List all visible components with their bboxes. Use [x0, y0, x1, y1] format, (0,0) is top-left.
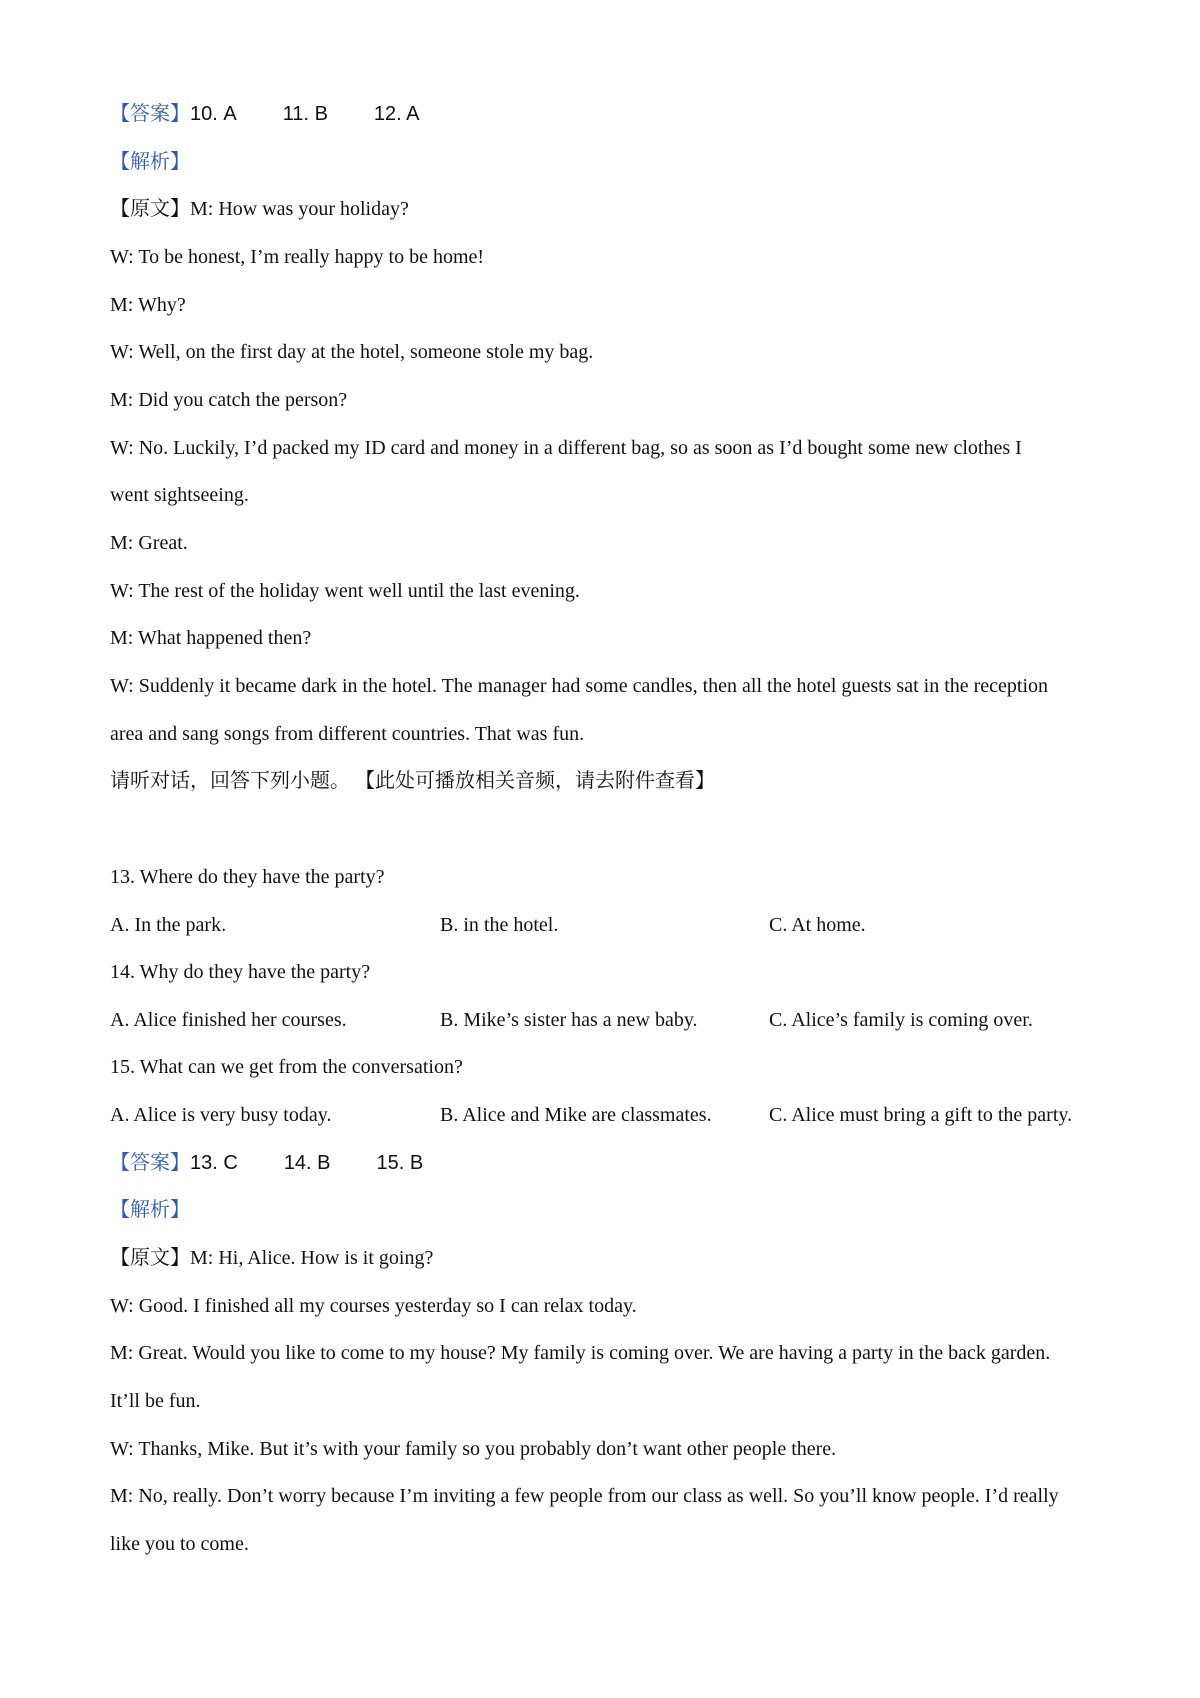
- transcript-line-2-1: W: Good. I finished all my courses yesterday so I can relax today.: [110, 1295, 637, 1317]
- transcript-line-2-3: It’ll be fun.: [110, 1390, 201, 1412]
- transcript-line-1-7: M: Great.: [110, 532, 188, 554]
- transcript-line-1-4: M: Did you catch the person?: [110, 389, 348, 411]
- transcript-line-1-11: area and sang songs from different countries. That was fun.: [110, 723, 585, 745]
- transcript-line-2-6: like you to come.: [110, 1533, 249, 1555]
- option-13a: A. In the park.: [110, 914, 227, 936]
- answer-line-2: [110, 1151, 423, 1175]
- option-13c: C. At home.: [769, 914, 866, 936]
- transcript-line-1-5: W: No. Luckily, I’d packed my ID card and money in a different bag, so as soon as I’d bought some new clothes I: [110, 437, 1022, 459]
- analysis-label-2: 【解析】: [110, 1199, 190, 1221]
- listening-instruction: 请听对话，回答下列小题。 【此处可播放相关音频，请去附件查看】: [110, 770, 715, 792]
- transcript-text: M: Hi, Alice. How is it going?: [190, 1247, 434, 1269]
- transcript-line-2-0: [110, 1246, 433, 1270]
- answer-14: 14. B: [283, 1152, 331, 1174]
- answer-13: 13. C: [190, 1152, 238, 1174]
- transcript-line-2-5: M: No, really. Don’t worry because I’m inviting a few people from our class as well. So you’ll know people. I’d really: [110, 1485, 1059, 1507]
- transcript-line-2-2: M: Great. Would you like to come to my house? My family is coming over. We are having a party in the back garden.: [110, 1342, 1051, 1364]
- option-14c: C. Alice’s family is coming over.: [769, 1009, 1033, 1031]
- transcript-line-1-8: W: The rest of the holiday went well until the last evening.: [110, 580, 580, 602]
- analysis-label-1: 【解析】: [110, 151, 190, 173]
- option-15c: C. Alice must bring a gift to the party.: [769, 1104, 1073, 1126]
- transcript-line-1-1: W: To be honest, I’m really happy to be home!: [110, 246, 485, 268]
- answer-label: 【答案】: [110, 103, 190, 125]
- option-15a: A. Alice is very busy today.: [110, 1104, 332, 1126]
- option-15b: B. Alice and Mike are classmates.: [440, 1104, 712, 1126]
- answer-line-1: [110, 102, 420, 126]
- transcript-text: M: How was your holiday?: [190, 198, 409, 220]
- answer-10: 10. A: [190, 103, 237, 125]
- question-15: 15. What can we get from the conversation?: [110, 1056, 463, 1078]
- answer-15: 15. B: [376, 1152, 424, 1174]
- transcript-label: 【原文】: [110, 1247, 190, 1269]
- question-13: 13. Where do they have the party?: [110, 866, 385, 888]
- transcript-line-1-10: W: Suddenly it became dark in the hotel. The manager had some candles, then all the hotel guests sat in the reception: [110, 675, 1049, 697]
- answer-11: 11. B: [282, 103, 328, 125]
- transcript-line-1-6: went sightseeing.: [110, 484, 249, 506]
- transcript-line-1-2: M: Why?: [110, 294, 186, 316]
- answer-label: 【答案】: [110, 1152, 190, 1174]
- transcript-line-2-4: W: Thanks, Mike. But it’s with your family so you probably don’t want other people there.: [110, 1438, 837, 1460]
- option-14a: A. Alice finished her courses.: [110, 1009, 347, 1031]
- option-13b: B. in the hotel.: [440, 914, 559, 936]
- transcript-line-1-3: W: Well, on the first day at the hotel, someone stole my bag.: [110, 341, 594, 363]
- question-14: 14. Why do they have the party?: [110, 961, 371, 983]
- option-14b: B. Mike’s sister has a new baby.: [440, 1009, 698, 1031]
- transcript-label: 【原文】: [110, 198, 190, 220]
- transcript-line-1-9: M: What happened then?: [110, 627, 312, 649]
- transcript-line-1-0: [110, 197, 409, 221]
- answer-12: 12. A: [373, 103, 420, 125]
